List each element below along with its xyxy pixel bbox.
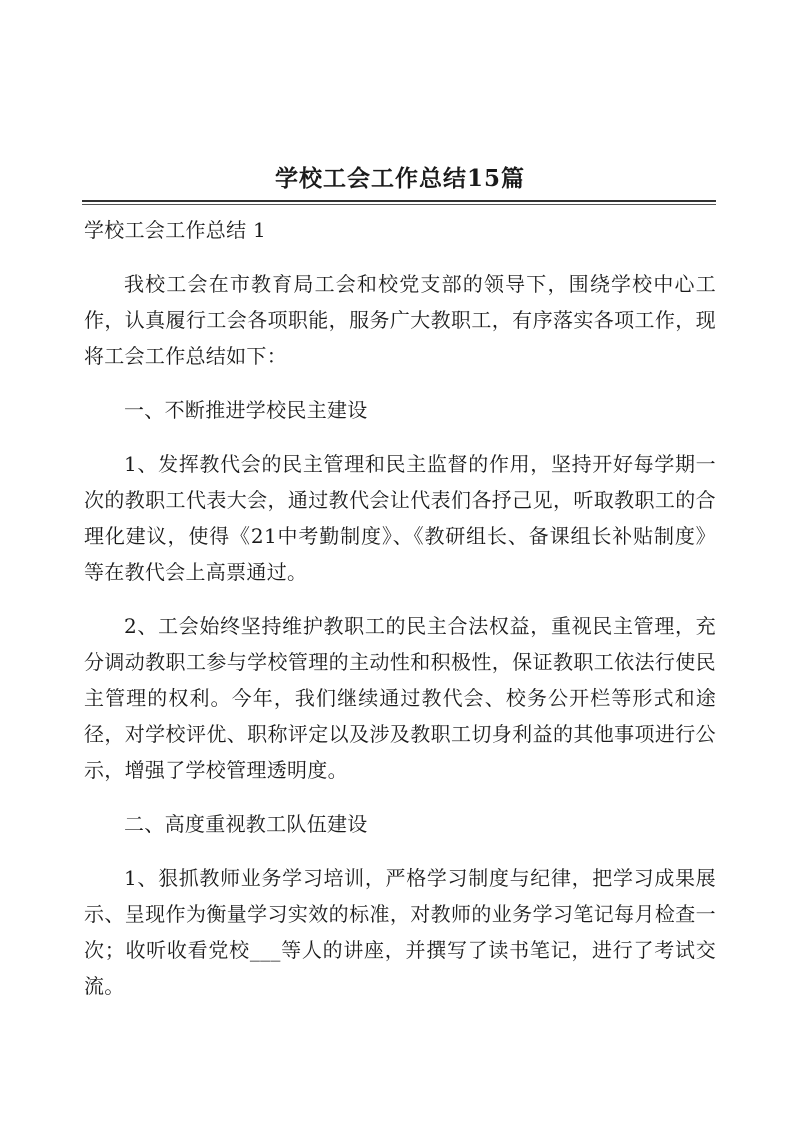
heading-team-building: 二、高度重视教工队伍建设 <box>124 812 368 836</box>
paragraph-team-1: 1、狠抓教师业务学习培训，严格学习制度与纪律，把学习成果展示、呈现作为衡量学习实效的标准，对教师的业务学习笔记每月检查一次；收听收看党校___等人的讲座，并撰写了读书笔记，进行了考试交流。 <box>84 866 716 998</box>
heading-democracy: 一、不断推进学校民主建设 <box>124 398 368 422</box>
paragraph-democracy-1: 1、发挥教代会的民主管理和民主监督的作用，坚持开好每学期一次的教职工代表大会，通过教代会让代表们各抒己见，听取教职工的合理化建议，使得《21中考勤制度》、《教研组长、备课组长补贴制度》等在教代会上高票通过。 <box>84 452 716 584</box>
paragraph-democracy-2: 2、工会始终坚持维护教职工的民主合法权益，重视民主管理，充分调动教职工参与学校管理的主动性和积极性，保证教职工依法行使民主管理的权利。今年，我们继续通过教代会、校务公开栏等形式和途径，对学校评优、职称评定以及涉及教职工切身利益的其他事项进行公示，增强了学校管理透明度。 <box>84 614 716 782</box>
document-title: 学校工会工作总结15篇 <box>274 165 525 192</box>
title-rule-thick <box>82 200 716 202</box>
title-rule-thin <box>82 204 716 205</box>
section-title: 学校工会工作总结 1 <box>84 218 267 242</box>
intro-paragraph: 我校工会在市教育局工会和校党支部的领导下，围绕学校中心工作，认真履行工会各项职能，服务广大教职工，有序落实各项工作，现将工会工作总结如下： <box>84 272 716 368</box>
document-body <box>84 212 716 1022</box>
